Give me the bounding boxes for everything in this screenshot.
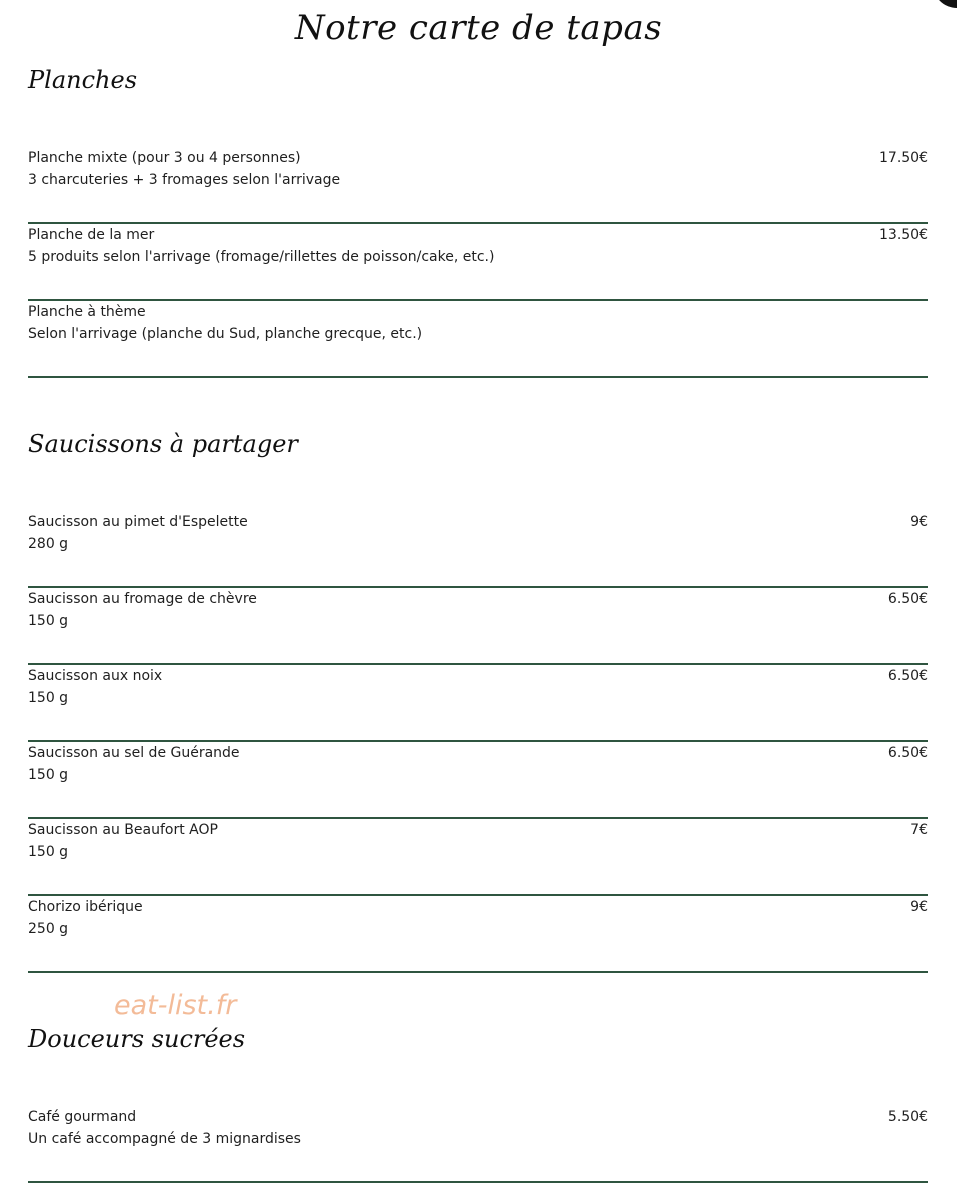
item-price: 9€ [910,514,928,530]
item-name: Saucisson au pimet d'Espelette [28,514,248,530]
item-description: 5 produits selon l'arrivage (fromage/rillettes de poisson/cake, etc.) [28,249,495,265]
item-divider [28,971,928,973]
item-name: Planche de la mer [28,227,155,243]
page-title: Notre carte de tapas [294,8,663,48]
menu-item [28,224,928,301]
menu-item [28,896,928,973]
item-description: 280 g [28,536,69,552]
item-name: Café gourmand [28,1109,137,1125]
item-price: 7€ [910,822,928,838]
item-name: Planche mixte (pour 3 ou 4 personnes) [28,150,301,166]
section-title-saucissons: Saucissons à partager [28,430,298,458]
menu-item [28,819,928,896]
menu-item [28,665,928,742]
menu-item [28,588,928,665]
item-price: 6.50€ [887,668,928,684]
item-description: 150 g [28,613,69,629]
item-price: 13.50€ [879,227,928,243]
item-description: 150 g [28,690,69,706]
item-price: 5.50€ [887,1109,928,1125]
item-description: 3 charcuteries + 3 fromages selon l'arrivage [28,172,341,188]
watermark: eat-list.fr [114,990,237,1021]
item-price: 6.50€ [887,591,928,607]
item-description: 150 g [28,767,69,783]
item-name: Saucisson aux noix [28,668,163,684]
menu-item [28,1106,928,1183]
item-price: 6.50€ [887,745,928,761]
item-divider [28,1181,928,1183]
menu-item [28,147,928,224]
item-description: Un café accompagné de 3 mignardises [28,1131,301,1147]
menu-item [28,511,928,588]
item-divider [28,376,928,378]
item-name: Saucisson au sel de Guérande [28,745,240,761]
corner-decoration [933,0,957,8]
item-description: Selon l'arrivage (planche du Sud, planche grecque, etc.) [28,326,423,342]
item-name: Saucisson au fromage de chèvre [28,591,257,607]
item-description: 250 g [28,921,69,937]
item-name: Planche à thème [28,304,146,320]
section-title-planches: Planches [28,66,138,94]
section-title-douceurs: Douceurs sucrées [28,1025,246,1053]
item-name: Saucisson au Beaufort AOP [28,822,218,838]
item-name: Chorizo ibérique [28,899,143,915]
item-price: 9€ [910,899,928,915]
item-description: 150 g [28,844,69,860]
menu-item [28,301,928,378]
menu-item [28,742,928,819]
item-price: 17.50€ [879,150,928,166]
